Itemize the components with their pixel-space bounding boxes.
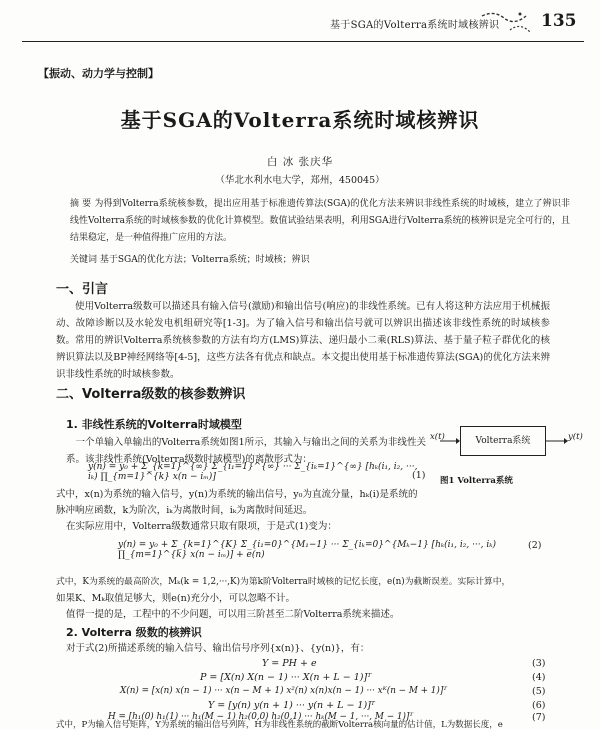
figure-input-label: x(t) (430, 432, 445, 442)
equation-6-number: (6) (532, 700, 546, 711)
equation-2-number: (2) (528, 540, 542, 551)
equation-3: Y = PH + e (262, 658, 317, 669)
subsection2-paragraph: 对于式(2)所描述系统的输入信号、输出信号序列{x(n)}、{y(n)}，有： (66, 643, 370, 654)
equation-1: y(n) = y₀ + Σ_{k=1}^{∞} Σ_{i₁=1}^{∞} ··· Σ_{iₖ=1}^{∞} [hₖ(i₁, i₂, ···, iₖ) ∏_{m=1}^{k} x(n − iₘ)] (88, 462, 418, 482)
subsection1-paragraph: 一个单输入单输出的Volterra系统如图1所示，其输入与输出之间的关系为非线性关系。该非线性系统(Volterra级数时域模型)的离散形式为： (66, 437, 426, 465)
output-arrow (546, 436, 568, 446)
equation-6: Y = [y(n) y(n + 1) ··· y(n + L − 1)]ᵀ (208, 700, 375, 711)
equation-7: H = [h₁(0) h₁(1) ··· h₁(M − 1) h₂(0,0) h₂(0,1) ··· hₖ(M − 1, ···, M − 1)]ᵀ (108, 712, 414, 722)
equation-5-number: (5) (532, 686, 546, 697)
equation-3-number: (3) (532, 658, 546, 669)
subsection2-heading: 2. Volterra 级数的核辨识 (66, 626, 202, 639)
eq2-explanation-1: 式中，K为系统的最高阶次，Mₖ(k = 1,2,···,K)为第k阶Volterra时域核的记忆长度，e(n)为截断误差。实际计算中， (56, 577, 511, 587)
equation-2: y(n) = y₀ + Σ_{k=1}^{K} Σ_{i₁=0}^{M₁−1} ··· Σ_{iₖ=0}^{Mₖ−1} [hₖ(i₁, i₂, ···, iₖ) ∏_{m=1}^{k} x(n − iₘ)] + e(n) (118, 540, 497, 560)
running-header: 基于SGA的Volterra系统时域核辨识 (330, 20, 500, 31)
subsection1-heading: 1. 非线性系统的Volterra时域模型 (66, 418, 242, 431)
keywords: 关键词 基于SGA的优化方法；Volterra系统；时域核；辨识 (70, 255, 310, 265)
abstract: 摘 要 为得到Volterra系统核参数，提出应用基于标准遗传算法(SGA)的优化方法来辨识非线性系统的时域核，建立了辨识非线性Volterra系统的时域核参数的优化计算模型。数值试验结果表明，利用SGA进行Volterra系统的核辨识是完全可行的，且结果稳定，是一种值得推广应用的方法。 (70, 199, 570, 243)
header-rule (22, 41, 584, 42)
equation-7-number: (7) (532, 712, 546, 723)
equation-4: P = [X(n) X(n − 1) ··· X(n + L − 1)]ᵀ (200, 672, 372, 683)
intro-paragraph-1: 使用Volterra级数可以描述具有输入信号(激励)和输出信号(响应)的非线性系统。已有人将这种方法应用于机械振动、故障诊断以及水轮发电机组研究等[1-3]。为了输入信号和输出信号就可以辨识出描述该非线性系统的时域核参数。 (56, 301, 550, 346)
eq2-intro: 在实际应用中，Volterra级数通常只取有限项，于是式(1)变为： (66, 521, 337, 532)
authors: 白 冰 张庆华 (266, 156, 334, 168)
corner-ornament (480, 6, 540, 42)
eq1-explanation-1: 式中，x(n)为系统的输入信号，y(n)为系统的输出信号，y₀为直流分量，hₖ(i)是系统的 (56, 489, 418, 500)
eq1-explanation-2: 脉冲响应函数，k为阶次，iₖ为离散时间，iₖ为离散时间延迟。 (56, 505, 313, 516)
intro-paragraph-2: 常用的辨识Volterra系统核参数的方法有均方(LMS)算法、递归最小二乘(RLS)算法、基于量子粒子群优化的核辨识算法以及BP神经网络等[4-5]，这些方法各有优点和缺点。本文提出使用基于标准遗传算法(SGA)的优化方法来辨识非线性系统的时域核参数。 (56, 335, 550, 380)
section2-heading: 二、Volterra级数的核参数辨识 (56, 387, 246, 402)
page-number: 135 (541, 11, 577, 31)
equation-1-number: (1) (412, 470, 426, 481)
section-label: 【振动、动力学与控制】 (38, 67, 159, 80)
figure-caption: 图1 Volterra系统 (440, 476, 513, 486)
tail-text: 式中，P为输入信号矩阵，Y为系统的输出信号列阵，H为非线性系统的截断Volterra核向量的估计值，L为数据长度，e (56, 720, 503, 730)
input-arrow (440, 436, 460, 446)
equation-5: X(n) = [x(n) x(n − 1) ··· x(n − M + 1) x²(n) x(n)x(n − 1) ··· xᴷ(n − M + 1)]ᵀ (120, 686, 447, 696)
eq2-explanation-3: 值得一提的是，工程中的不少问题，可以用三阶甚至二阶Volterra系统来描述。 (66, 609, 400, 620)
equation-4-number: (4) (532, 672, 546, 683)
figure-output-label: y(t) (568, 432, 583, 442)
volterra-system-box: Volterra系统 (460, 426, 546, 456)
affiliation: （华北水利水电大学，郑州，450045） (215, 175, 385, 186)
paper-title: 基于SGA的Volterra系统时域核辨识 (120, 108, 480, 132)
eq2-explanation-2: 如果K、Mₖ取值足够大，则e(n)充分小，可以忽略不计。 (56, 593, 295, 604)
intro-heading: 一、引言 (56, 282, 109, 297)
